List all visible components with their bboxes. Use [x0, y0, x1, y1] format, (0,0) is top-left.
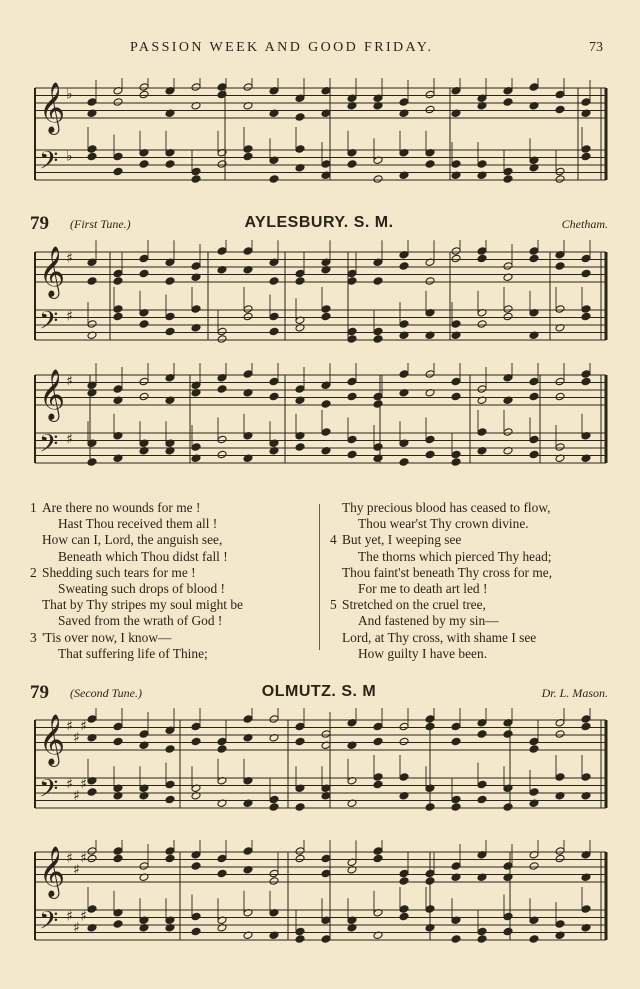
svg-text:𝄢: 𝄢 — [39, 906, 59, 942]
svg-text:♭: ♭ — [66, 86, 73, 103]
verse-text: Shedding such tears for me ! — [42, 564, 196, 580]
verse-text: That suffering life of Thine; — [58, 645, 208, 661]
page-header — [0, 40, 640, 60]
verse-line — [330, 613, 615, 629]
running-title: PASSION WEEK AND GOOD FRIDAY. — [130, 40, 434, 55]
music-staff-svg — [30, 840, 608, 958]
svg-text:𝄢: 𝄢 — [39, 774, 59, 810]
verse-text: Are there no wounds for me ! — [42, 500, 201, 515]
svg-text:𝄞: 𝄞 — [39, 714, 66, 765]
verse-text: 'Tis over now, I know— — [42, 629, 172, 645]
tune-name: AYLESBURY. S. M. — [244, 214, 394, 231]
svg-text:♯: ♯ — [66, 908, 73, 925]
verse-text: Thou faint'st beneath Thy cross for me, — [342, 564, 553, 580]
svg-text:𝄢: 𝄢 — [39, 306, 59, 342]
hymn-number: 79 — [30, 682, 49, 703]
svg-text:♯: ♯ — [66, 776, 73, 793]
svg-text:♯: ♯ — [80, 908, 87, 925]
svg-text:♯: ♯ — [73, 861, 80, 878]
verse-line — [30, 581, 315, 597]
music-staff-svg — [30, 78, 608, 190]
verse-line — [30, 565, 315, 581]
svg-text:𝄞: 𝄞 — [39, 82, 66, 133]
music-staff-svg — [30, 708, 608, 826]
svg-text:♯: ♯ — [80, 776, 87, 793]
svg-text:♯: ♯ — [73, 787, 80, 804]
tune-note: (First Tune.) — [70, 217, 131, 231]
column-divider — [319, 504, 320, 650]
verse-number: 5 — [330, 597, 337, 613]
verse-line — [30, 646, 315, 662]
svg-text:♯: ♯ — [66, 250, 73, 267]
music-system-continued-1 — [30, 78, 608, 190]
verse-text: Lord, at Thy cross, with shame I see — [342, 629, 537, 645]
verses-left-column — [30, 500, 315, 662]
svg-text:𝄢: 𝄢 — [39, 429, 59, 465]
verse-line — [330, 500, 615, 516]
verse-text: Thy precious blood has ceased to flow, — [342, 500, 551, 515]
verse-line — [30, 532, 315, 548]
verse-line — [30, 613, 315, 629]
hymn-heading-aylesbury — [30, 213, 608, 237]
svg-text:♯: ♯ — [80, 850, 87, 867]
verse-text: The thorns which pierced Thy head; — [358, 548, 552, 564]
verse-line — [30, 597, 315, 613]
svg-text:𝄢: 𝄢 — [39, 146, 59, 182]
verse-line — [330, 516, 615, 532]
music-staff-svg — [30, 240, 608, 358]
verse-text: For me to death art led ! — [358, 581, 488, 597]
music-system-aylesbury-2 — [30, 363, 608, 481]
verses-right-column — [330, 500, 615, 662]
verse-text: Thou wear'st Thy crown divine. — [358, 516, 529, 532]
svg-text:𝄞: 𝄞 — [39, 369, 66, 420]
verse-line — [330, 597, 615, 613]
verse-text: Sweating such drops of blood ! — [58, 581, 225, 597]
verse-text: Hast Thou received them all ! — [58, 516, 218, 532]
verse-line — [330, 630, 615, 646]
svg-text:♯: ♯ — [66, 373, 73, 390]
svg-text:♯: ♯ — [73, 919, 80, 936]
verse-number: 1 — [30, 500, 37, 515]
hymn-verses — [30, 500, 608, 660]
music-staff-svg — [30, 363, 608, 481]
verse-text: Beneath which Thou didst fall ! — [58, 548, 228, 564]
verse-number: 3 — [30, 629, 37, 645]
hymn-number: 79 — [30, 213, 49, 234]
hymn-heading-olmutz — [30, 682, 608, 706]
composer: Dr. L. Mason. — [541, 686, 608, 700]
verse-text: That by Thy stripes my soul might be — [42, 597, 243, 613]
svg-text:♯: ♯ — [66, 431, 73, 448]
verse-text: Stretched on the cruel tree, — [342, 597, 486, 613]
verse-line — [30, 549, 315, 565]
verse-line — [330, 565, 615, 581]
verse-line — [330, 581, 615, 597]
composer: Chetham. — [561, 217, 608, 231]
svg-text:♯: ♯ — [66, 308, 73, 325]
svg-text:♯: ♯ — [80, 718, 87, 735]
verse-line — [30, 516, 315, 532]
svg-text:𝄞: 𝄞 — [39, 846, 66, 897]
verse-text: How guilty I have been. — [358, 645, 488, 661]
verse-line — [330, 646, 615, 662]
tune-name: OLMUTZ. S. M — [261, 683, 377, 700]
verse-line — [30, 500, 315, 516]
svg-text:𝄞: 𝄞 — [39, 246, 66, 297]
verse-line — [330, 532, 615, 548]
verse-text: And fastened by my sin— — [358, 613, 499, 629]
svg-text:♯: ♯ — [66, 718, 73, 735]
music-system-aylesbury-1 — [30, 240, 608, 358]
verse-number: 4 — [330, 532, 337, 548]
verse-line — [330, 549, 615, 565]
music-system-olmutz-1 — [30, 708, 608, 826]
music-system-olmutz-2 — [30, 840, 608, 958]
verse-number: 2 — [30, 564, 37, 580]
svg-text:♭: ♭ — [66, 148, 73, 165]
verse-text: Saved from the wrath of God ! — [58, 613, 223, 629]
svg-text:♯: ♯ — [66, 850, 73, 867]
verse-text: How can I, Lord, the anguish see, — [42, 532, 223, 548]
verse-text: But yet, I weeping see — [342, 532, 462, 548]
tune-note: (Second Tune.) — [70, 686, 142, 700]
page-number: 73 — [589, 40, 603, 55]
verse-line — [30, 630, 315, 646]
svg-text:♯: ♯ — [73, 729, 80, 746]
